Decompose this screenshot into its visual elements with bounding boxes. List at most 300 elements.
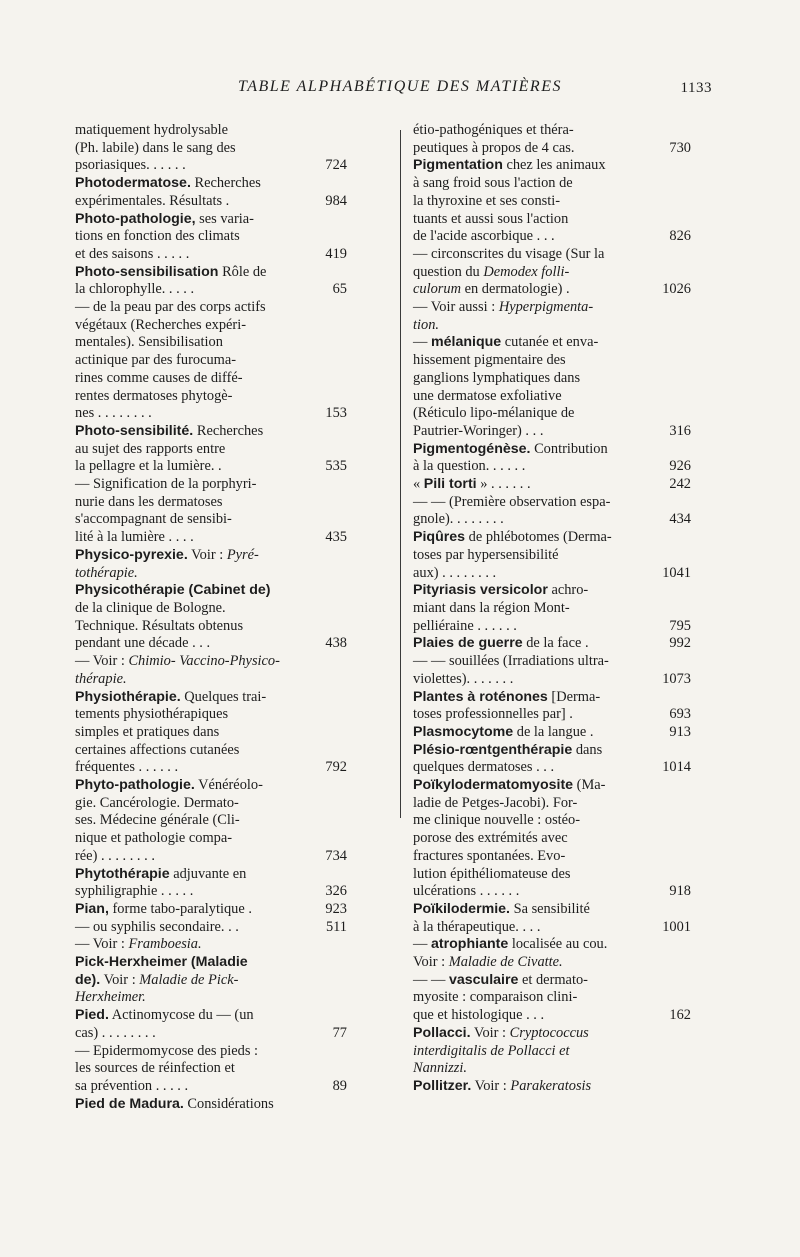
entry-text: s'accompagnant de sensibi- (75, 511, 232, 528)
entry-line (413, 830, 649, 848)
entry-text: de l'acide ascorbique . . . (413, 228, 555, 245)
entry-text: « (413, 476, 424, 493)
entry-line (413, 440, 649, 459)
index-entry (413, 582, 691, 635)
page-reference: 724 (325, 157, 347, 174)
entry-term: Plésio-rœntgenthérapie (413, 741, 573, 758)
entry-text: fractures spontanées. Evo- (413, 847, 566, 864)
index-entry (75, 211, 347, 264)
entry-line (413, 653, 649, 671)
page-reference: 913 (669, 723, 691, 740)
entry-text: pelliéraine . . . . . . (413, 617, 517, 634)
entry-text: — Signification de la porphyri- (75, 476, 257, 493)
index-entry (413, 334, 691, 440)
entry-text: sa prévention . . . . . (75, 1077, 189, 1094)
entry-term: Pian, (75, 900, 109, 917)
entry-line (413, 387, 649, 406)
entry-line (413, 635, 691, 653)
entry-line (413, 741, 649, 760)
entry-term: Plasmocytome (413, 723, 514, 740)
entry-line (413, 352, 649, 370)
index-entry (75, 547, 347, 582)
entry-line (75, 1024, 347, 1043)
entry-text: en dermatologie) . (460, 281, 570, 298)
entry-line (413, 777, 649, 795)
entry-line (75, 1042, 305, 1061)
entry-text: me clinique nouvelle : ostéo- (413, 812, 581, 829)
entry-term: Pick-Herxheimer (Maladie (75, 954, 248, 971)
entry-text: la pellagre et la lumière. . (75, 458, 222, 475)
entry-line (413, 422, 691, 441)
page-reference: 153 (325, 405, 347, 422)
entry-text: expérimentales. Résultats . (75, 192, 230, 209)
entry-term: Pied. (75, 1007, 109, 1024)
entry-line (413, 210, 649, 229)
entry-line (75, 1060, 305, 1078)
page-reference: 992 (669, 635, 691, 652)
entry-line (75, 1095, 305, 1114)
entry-term: Phyto-pathologie. (75, 777, 195, 794)
entry-text: — Voir aussi : (413, 299, 499, 316)
entry-text: peutiques à propos de 4 cas. (413, 139, 575, 156)
entry-line (413, 883, 691, 901)
entry-text: Pautrier-Woringer) . . . (413, 422, 544, 439)
index-entry (75, 954, 347, 1007)
index-entry (413, 529, 691, 582)
entry-term: Photo-pathologie, (75, 210, 196, 227)
index-entry (413, 742, 691, 777)
entry-italic: Framboesia. (128, 936, 202, 953)
page-reference: 535 (325, 458, 347, 475)
entry-line (413, 954, 649, 972)
index-column-left (75, 122, 347, 1113)
entry-line (75, 1077, 347, 1096)
entry-line (413, 670, 691, 689)
entry-text: » . . . . . . (476, 476, 531, 493)
running-title: TABLE ALPHABÉTIQUE DES MATIÈRES (238, 78, 562, 95)
entry-term: Plaies de guerre (413, 635, 523, 652)
entry-text: ses. Médecine générale (Cli- (75, 812, 240, 829)
entry-text: — (413, 936, 431, 953)
entry-line (75, 971, 305, 990)
entry-line (413, 511, 691, 529)
entry-term: Photo-sensibilité. (75, 422, 194, 439)
entry-text: au sujet des rapports entre (75, 440, 226, 457)
entry-line (75, 599, 305, 618)
index-column-right (413, 122, 691, 1096)
entry-text: matiquement hydrolysable (75, 122, 229, 138)
entry-text: syphiligraphie . . . . . (75, 883, 194, 900)
entry-line (75, 830, 305, 848)
entry-text: tuants et aussi sous l'action (413, 210, 569, 227)
entry-line (413, 989, 649, 1007)
index-entry (413, 476, 691, 529)
entry-term: Physicothérapie (Cabinet de) (75, 582, 271, 599)
entry-text: Contribution (530, 440, 608, 457)
entry-line (75, 1007, 305, 1025)
entry-line (413, 1060, 649, 1078)
index-entry (75, 901, 347, 954)
entry-line (413, 794, 649, 813)
entry-text: pendant une décade . . . (75, 635, 211, 652)
entry-line (75, 352, 305, 370)
entry-italic: Herxheimer. (75, 989, 146, 1006)
entry-text: tions en fonction des climats (75, 228, 240, 245)
entry-text: Voir : (470, 1024, 510, 1041)
entry-line (75, 192, 347, 211)
entry-text: Sa sensibilité (509, 900, 590, 917)
entry-term: Phytothérapie (75, 865, 170, 882)
page-number: 1133 (680, 80, 712, 96)
entry-line (413, 493, 649, 512)
page-reference: 434 (669, 511, 691, 528)
entry-italic: Nannizzi. (413, 1060, 467, 1077)
entry-text: nurie dans les dermatoses (75, 493, 223, 510)
index-entry (75, 777, 347, 866)
entry-text: Vénéréolo- (194, 777, 263, 794)
entry-line (413, 228, 691, 246)
entry-text: végétaux (Recherches expéri- (75, 316, 246, 333)
page-reference: 438 (325, 635, 347, 652)
page-reference: 1041 (662, 564, 691, 581)
entry-line (75, 422, 305, 441)
entry-italic: Maladie de Civatte. (448, 954, 563, 971)
entry-text: étio-pathogéniques et théra- (413, 122, 574, 138)
entry-text: Actinomycose du — (un (108, 1007, 254, 1024)
entry-text: de phlébotomes (Derma- (465, 529, 612, 546)
entry-text: (Ma- (573, 777, 606, 794)
entry-italic: tothérapie. (75, 564, 138, 581)
entry-line (413, 582, 649, 600)
entry-line (413, 369, 649, 388)
entry-line (413, 1042, 649, 1061)
entry-line (413, 900, 649, 919)
entry-text: et dermato- (518, 971, 588, 988)
entry-line (75, 369, 305, 388)
entry-line (75, 883, 347, 901)
entry-line (75, 387, 305, 406)
index-entry (413, 777, 691, 901)
entry-text: la thyroxine et ses consti- (413, 192, 561, 209)
entry-italic: Parakeratosis (510, 1077, 592, 1094)
entry-text: Voir : (100, 971, 140, 988)
index-entry (75, 264, 347, 423)
entry-line (75, 954, 305, 972)
index-entry (413, 689, 691, 724)
entry-text: (Réticulo lipo-mélanique de (413, 405, 575, 422)
entry-line (75, 316, 305, 335)
entry-italic: Hyperpigmenta- (498, 299, 594, 316)
entry-line (413, 812, 649, 830)
entry-line (75, 989, 305, 1007)
entry-line (413, 405, 649, 423)
page-reference: 242 (669, 476, 691, 493)
entry-line (413, 706, 691, 724)
entry-text: certaines affections cutanées (75, 741, 240, 758)
entry-italic: culorum (413, 281, 461, 298)
entry-term: Pigmentogénèse. (413, 440, 531, 457)
entry-text: aux) . . . . . . . . (413, 564, 497, 581)
entry-text: à la question. . . . . . (413, 458, 526, 475)
entry-line (75, 847, 347, 866)
entry-text: — Epidermomycose des pieds : (75, 1042, 259, 1059)
entry-italic: interdigitalis de Pollacci et (413, 1042, 570, 1059)
entry-text: cutanée et enva- (501, 334, 599, 351)
entry-line (413, 122, 649, 140)
entry-term: Pigmentation (413, 157, 503, 174)
index-entry (75, 866, 347, 901)
entry-text: psoriasiques. . . . . . (75, 157, 186, 174)
entry-text: Voir : (413, 954, 449, 971)
index-entry (75, 1096, 347, 1114)
entry-text: simples et pratiques dans (75, 723, 220, 740)
entry-line (413, 192, 649, 211)
index-entry (75, 122, 347, 175)
entry-text: Rôle de (218, 263, 267, 280)
entry-text: adjuvante en (169, 865, 247, 882)
entry-text: — — (413, 971, 449, 988)
index-entry (413, 724, 691, 742)
entry-line (75, 175, 305, 193)
entry-text: — de la peau par des corps actifs (75, 299, 266, 316)
entry-text: actinique par des furocuma- (75, 352, 237, 369)
page-reference: 826 (669, 228, 691, 245)
entry-line (413, 847, 649, 866)
entry-line (413, 599, 649, 618)
entry-line (75, 334, 305, 352)
entry-line (75, 564, 305, 583)
entry-line (75, 759, 347, 777)
entry-italic: Demodex folli- (483, 263, 570, 280)
entry-term: Pollacci. (413, 1024, 471, 1041)
entry-text: — (413, 334, 431, 351)
entry-text: gnole). . . . . . . . (413, 511, 504, 528)
entry-line (75, 900, 347, 919)
entry-text: rentes dermatoses phytogè- (75, 387, 233, 404)
page-reference: 926 (669, 458, 691, 475)
entry-line (413, 334, 649, 352)
entry-term: Poïkylodermatomyosite (413, 777, 574, 794)
page-reference: 65 (332, 281, 347, 298)
entry-line (75, 228, 305, 246)
entry-text: une dermatose exfoliative (413, 387, 562, 404)
entry-text: fréquentes . . . . . . (75, 759, 179, 776)
page-reference: 316 (669, 422, 691, 439)
entry-line (75, 936, 305, 954)
entry-line (413, 617, 691, 636)
entry-term: de). (75, 971, 101, 988)
entry-line (413, 759, 691, 777)
entry-line (413, 299, 649, 317)
entry-line (75, 263, 305, 282)
page-reference: 795 (669, 617, 691, 634)
entry-line (75, 476, 305, 494)
entry-term: Pollitzer. (413, 1077, 472, 1094)
entry-text: myosite : comparaison clini- (413, 989, 578, 1006)
entry-text: porose des extrémités avec (413, 830, 568, 847)
page-reference: 511 (325, 918, 347, 935)
entry-text: toses par hypersensibilité (413, 546, 559, 563)
entry-term: Photodermatose. (75, 175, 191, 192)
page-reference: 1073 (662, 670, 691, 687)
entry-text: Considérations (183, 1095, 274, 1112)
entry-line (75, 812, 305, 830)
entry-text: chez les animaux (502, 157, 606, 174)
entry-line (75, 458, 347, 476)
entry-line (75, 918, 347, 937)
page-reference: 435 (325, 529, 347, 546)
entry-text: question du (413, 263, 484, 280)
entry-line (75, 865, 305, 884)
entry-term: Poïkilodermie. (413, 900, 510, 917)
entry-line (75, 546, 305, 565)
entry-line (75, 511, 305, 529)
entry-line (75, 122, 305, 140)
index-entry (75, 1007, 347, 1096)
page-reference: 419 (325, 245, 347, 262)
index-entry (413, 441, 691, 476)
entry-line (413, 281, 691, 299)
index-entry (413, 157, 691, 334)
entry-line (75, 493, 305, 512)
entry-text: [Derma- (547, 688, 601, 705)
entry-line (75, 741, 305, 760)
page-reference: 162 (669, 1007, 691, 1024)
entry-line (413, 865, 649, 884)
page-reference: 693 (669, 706, 691, 723)
page-reference: 792 (325, 759, 347, 776)
entry-text: Quelques trai- (180, 688, 267, 705)
entry-line (75, 210, 305, 229)
page-reference: 77 (332, 1024, 347, 1041)
entry-line (75, 440, 305, 459)
entry-line (75, 405, 347, 423)
entry-text: rée) . . . . . . . . (75, 847, 155, 864)
entry-text: localisée au cou. (508, 936, 608, 953)
entry-text: Recherches (193, 422, 264, 439)
entry-text: — — (Première observation espa- (413, 493, 611, 510)
entry-text: de la langue . (513, 723, 594, 740)
entry-italic: Pyré- (226, 546, 259, 563)
entry-text: ganglions lymphatiques dans (413, 369, 581, 386)
entry-line (75, 670, 305, 689)
entry-text: la chlorophylle. . . . . (75, 281, 195, 298)
entry-text: Technique. Résultats obtenus (75, 617, 244, 634)
entry-line (413, 564, 691, 583)
entry-line (413, 723, 691, 742)
index-entry (75, 175, 347, 210)
entry-italic: Maladie de Pick- (139, 971, 239, 988)
entry-line (413, 263, 649, 282)
entry-text: violettes). . . . . . . (413, 670, 514, 687)
entry-text: Voir : (187, 546, 227, 563)
entry-line (75, 281, 347, 299)
entry-text: à la thérapeutique. . . . (413, 918, 541, 935)
entry-text: Voir : (471, 1077, 511, 1094)
page-reference: 918 (669, 883, 691, 900)
entry-term: mélanique (431, 334, 502, 351)
page-reference: 89 (332, 1077, 347, 1094)
page-reference: 1001 (662, 918, 691, 935)
page-reference: 1014 (662, 759, 691, 776)
entry-line (75, 777, 305, 795)
entry-line (413, 458, 691, 476)
entry-text: nes . . . . . . . . (75, 405, 152, 422)
entry-text: cas) . . . . . . . . (75, 1024, 156, 1041)
entry-term: Physiothérapie. (75, 688, 181, 705)
entry-term: Physico-pyrexie. (75, 546, 188, 563)
entry-italic: thérapie. (75, 670, 127, 687)
index-entry (75, 689, 347, 778)
entry-text: — ou syphilis secondaire. . . (75, 918, 239, 935)
entry-line (413, 157, 649, 175)
entry-text: Recherches (190, 175, 261, 192)
entry-line (413, 139, 691, 158)
entry-text: gie. Cancérologie. Dermato- (75, 794, 239, 811)
entry-text: mentales). Sensibilisation (75, 334, 223, 351)
page-reference: 923 (325, 900, 347, 917)
entry-line (413, 688, 649, 707)
entry-line (75, 582, 305, 600)
entry-line (413, 245, 649, 264)
entry-text: achro- (547, 582, 589, 599)
page-reference: 734 (325, 847, 347, 864)
page-reference: 984 (325, 192, 347, 209)
entry-italic: Cryptococcus (509, 1024, 589, 1041)
entry-line (75, 299, 305, 317)
entry-term: atrophiante (431, 936, 509, 953)
index-entry (413, 1025, 691, 1078)
entry-text: — circonscrites du visage (Sur la (413, 245, 605, 262)
index-entry (413, 901, 691, 1025)
column-divider (400, 130, 401, 818)
entry-line (75, 794, 305, 813)
entry-text: nique et pathologie compa- (75, 830, 233, 847)
entry-text: de la face . (522, 635, 589, 652)
entry-line (75, 529, 347, 547)
entry-line (413, 1024, 649, 1043)
entry-text: lité à la lumière . . . . (75, 529, 194, 546)
entry-line (75, 157, 347, 175)
entry-text: dans (572, 741, 603, 758)
entry-term: Pili torti (423, 476, 477, 493)
entry-italic: Chimio- Vaccino-Physico- (128, 653, 280, 670)
entry-line (75, 723, 305, 742)
index-entry (413, 1078, 691, 1096)
entry-term: Photo-sensibilisation (75, 263, 219, 280)
entry-line (413, 1077, 649, 1096)
entry-text: (Ph. labile) dans le sang des (75, 139, 236, 156)
entry-line (75, 617, 305, 636)
entry-text: de la clinique de Bologne. (75, 599, 226, 616)
entry-text: quelques dermatoses . . . (413, 759, 555, 776)
entry-text: — Voir : (75, 653, 129, 670)
index-entry (413, 635, 691, 688)
entry-term: Piqûres (413, 529, 466, 546)
index-entry (75, 582, 347, 688)
entry-text: que et histologique . . . (413, 1007, 545, 1024)
entry-text: à sang froid sous l'action de (413, 175, 573, 192)
entry-text: tements physiothérapiques (75, 706, 229, 723)
entry-text: ulcérations . . . . . . (413, 883, 520, 900)
index-entry (413, 122, 691, 157)
page-reference: 730 (669, 139, 691, 156)
page-reference: 326 (325, 883, 347, 900)
entry-line (75, 706, 305, 724)
entry-line (75, 653, 305, 671)
entry-text: les sources de réinfection et (75, 1060, 235, 1077)
entry-text: ladie de Petges-Jacobi). For- (413, 794, 578, 811)
